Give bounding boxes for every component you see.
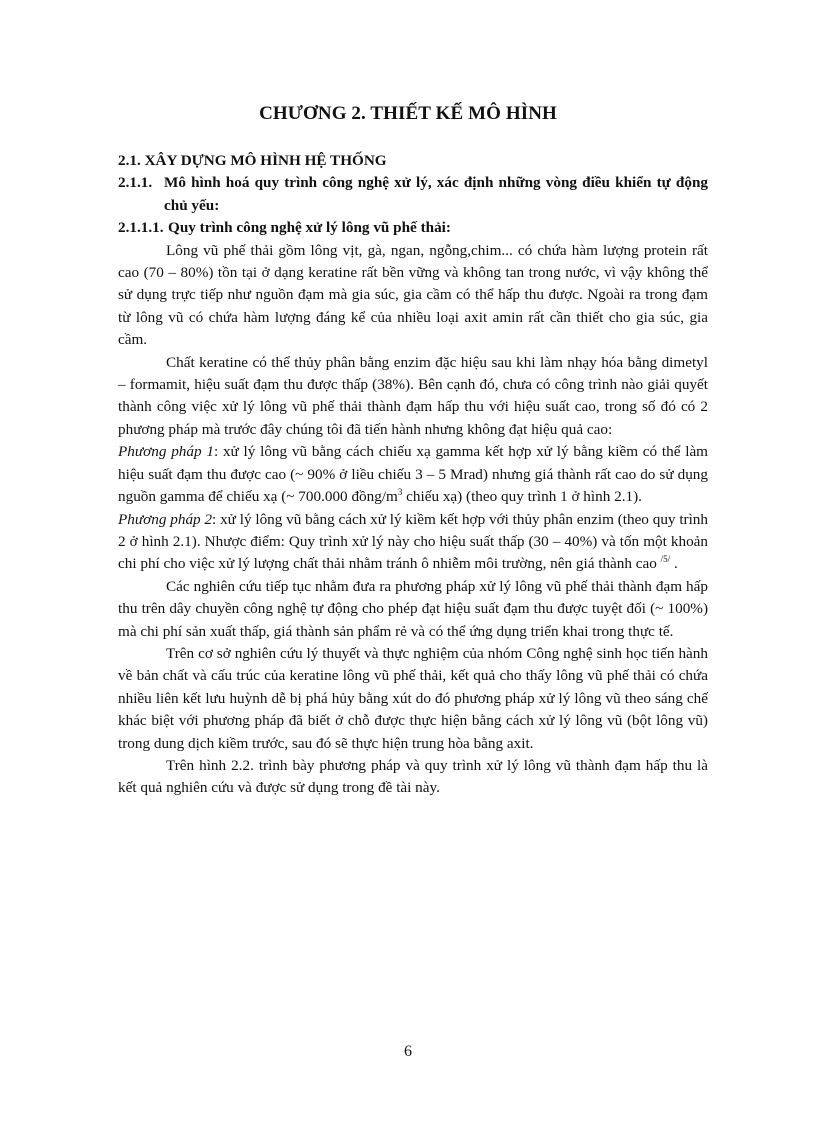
section-heading-2-1-1 — [118, 172, 708, 217]
paragraph-figure-reference: Trên hình 2.2. trình bày phương pháp và quy trình xử lý lông vũ thành đạm hấp thu là kết quả nghiên cứu và được sử dụng trong đề tài này. — [118, 756, 708, 797]
paragraph-keratine: Chất keratine có thể thủy phân bằng enzim đặc hiệu sau khi làm nhạy hóa bằng dimetyl – formamit, hiệu suất đạm thu được thấp (38%). Bên cạnh đó, chưa có công trình nào giải quyết thành công việc xử lý lông vũ phế thải thành đạm hấp thu với hiệu suất cao, trong số đó có 2 phương pháp mà trước đây chúng tôi đã tiến hành nhưng không đạt hiệu quả cao: — [118, 353, 708, 438]
page-number: 6 — [404, 1043, 412, 1060]
paragraph-method-1 — [118, 441, 708, 508]
paragraph-theory-basis: Trên cơ sở nghiên cứu lý thuyết và thực nghiệm của nhóm Công nghệ sinh học tiến hành về bản chất và cấu trúc của keratine lông vũ phế thải, kết quả cho thấy lông vũ phế thải có chứa nhiều liên kết lưu huỳnh dễ bị phá hủy bằng xút do đó phương pháp xử lý lông vũ theo sáng chế khác biệt với phương pháp đã biết ở chỗ được thực hiện bằng cách xử lý lông vũ (bột lông vũ) trong dung dịch kiềm trước, sau đó sẽ thực hiện trung hòa bằng axit. — [118, 644, 708, 752]
section-title: Mô hình hoá quy trình công nghệ xử lý, xác định những vòng điều khiển tự động chủ yếu: — [164, 174, 708, 214]
superscript-3: 3 — [397, 487, 403, 498]
method-1-text-end: chiếu xạ) (theo quy trình 1 ở hình 2.1). — [402, 488, 642, 506]
paragraph-further-research: Các nghiên cứu tiếp tục nhằm đưa ra phương pháp xử lý lông vũ phế thải thành đạm hấp thu trên dây chuyền công nghệ tự động cho phép đạt hiệu suất đạm thu được tuyệt đối (~ 100%) mà chi phí sản xuất thấp, giá thành sản phẩm rẻ và có thể ứng dụng triển khai trong thực tế. — [118, 577, 708, 640]
method-2-label: Phương pháp 2 — [118, 510, 213, 528]
section-heading-2-1: 2.1. XÂY DỰNG MÔ HÌNH HỆ THỐNG — [118, 152, 387, 169]
section-title: Quy trình công nghệ xử lý lông vũ phế thải: — [168, 219, 451, 237]
page-content — [118, 150, 708, 800]
section-heading-2-1-1-1 — [118, 217, 708, 239]
method-1-text: : xử lý lông vũ bằng cách chiếu xạ gamma kết hợp xử lý bằng kiềm có thể làm hiệu suất đạm thu được cao (~ 90% ở liều chiếu 3 – 5 Mrad) nhưng giá thành rất cao do sử dụng nguồn gamma để chiếu xạ (~ 700.000 đồng/m — [118, 443, 708, 506]
chapter-title: CHƯƠNG 2. THIẾT KẾ MÔ HÌNH — [259, 103, 557, 124]
paragraph-method-2 — [118, 509, 708, 576]
section-number: 2.1.1.1. — [118, 219, 164, 237]
method-2-text-end: . — [673, 555, 678, 573]
paragraph-feather-waste: Lông vũ phế thải gồm lông vịt, gà, ngan, ngỗng,chim... có chứa hàm lượng protein rất cao (70 – 80%) tồn tại ở dạng keratine rất bền vững và không tan trong nước, vì vậy không thể sử dụng trực tiếp như nguồn đạm mà gia súc, gia cầm có thể hấp thu được. Ngoài ra trong đạm từ lông vũ có chứa hàm lượng đáng kể của nhiều loại axit amin rất cần thiết cho gia súc, gia cầm. — [118, 241, 708, 349]
method-1-label: Phương pháp 1 — [118, 443, 214, 461]
section-number: 2.1.1. — [118, 174, 153, 192]
reference-superscript: /5/ — [660, 554, 671, 565]
method-2-text: : xử lý lông vũ bằng cách xử lý kiềm kết hợp với thủy phân enzim (theo quy trình 2 ở hình 2.1). Nhược điểm: Quy trình xử lý này cho hiệu suất thấp (30 – 40%) và tốn một khoản chi phí cho việc xử lý lượng chất thải nhằm tránh ô nhiễm môi trường, nên giá thành cao — [118, 510, 708, 573]
